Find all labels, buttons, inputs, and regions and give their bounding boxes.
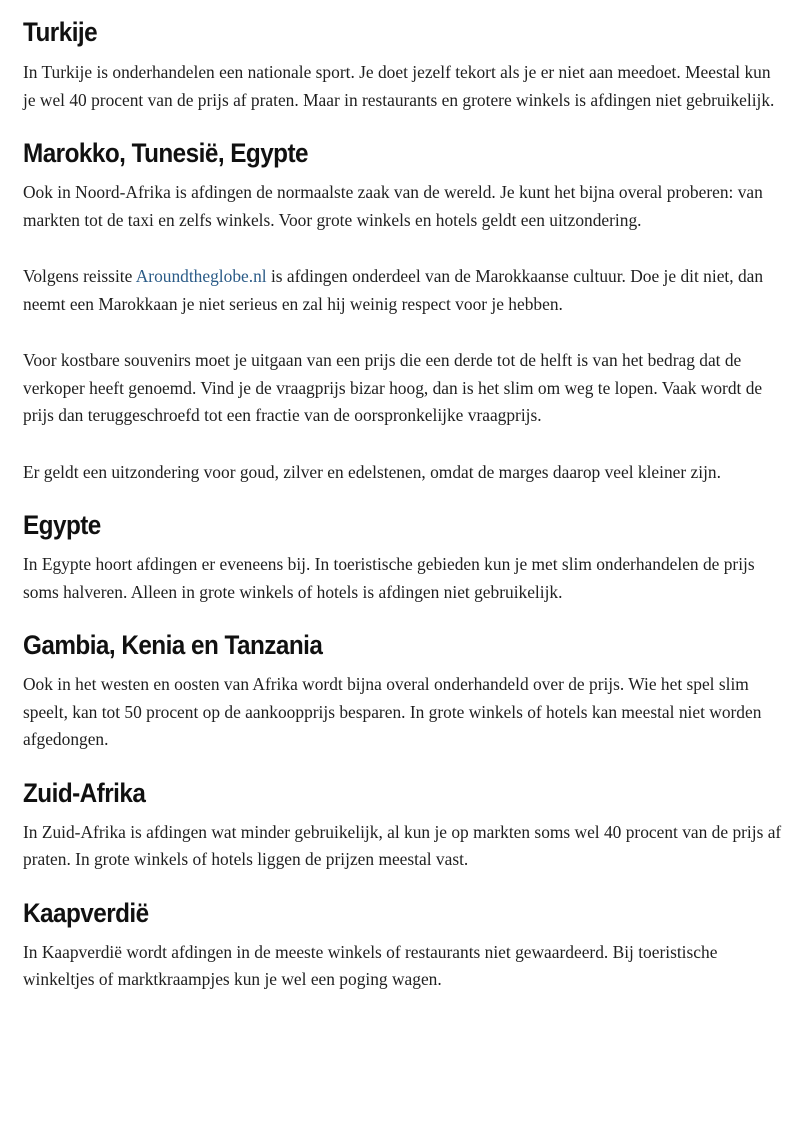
section-heading-kaapverdie: Kaapverdië xyxy=(23,897,149,928)
section-gambia-kenia-tanzania xyxy=(23,629,783,754)
paragraph-with-link xyxy=(23,263,783,318)
section-heading-turkije: Turkije xyxy=(23,17,98,47)
paragraph: Ook in Noord-Afrika is afdingen de normaalste zaak van de wereld. Je kunt het bijna overal proberen: van markten tot de taxi en zelfs winkels. Voor grote winkels en hotels geldt een uitzondering. xyxy=(23,182,763,230)
paragraph: In Kaapverdië wordt afdingen in de meeste winkels of restaurants niet gewaardeerd. Bij toeristische winkeltjes of marktkraampjes kun je wel een poging wagen. xyxy=(23,941,718,989)
paragraph: In Turkije is onderhandelen een nationale sport. Je doet jezelf tekort als je er niet aan meedoet. Meestal kun je wel 40 procent van de prijs af praten. Maar in restaurants en grotere winkels is afdingen niet gebruikelijk. xyxy=(23,62,775,110)
section-turkije xyxy=(23,16,783,114)
article-body xyxy=(23,0,783,994)
paragraph-text: is afdingen onderdeel van de Marokkaanse cultuur. Doe je dit niet, dan neemt een Marokkaan je niet serieus en zal hij weinig respect voor je hebben. xyxy=(23,266,764,314)
paragraph: In Egypte hoort afdingen er eveneens bij. In toeristische gebieden kun je met slim onderhandelen de prijs soms halveren. Alleen in grote winkels of hotels is afdingen niet gebruikelijk. xyxy=(23,554,755,602)
section-marokko-tunesie-egypte xyxy=(23,137,783,486)
paragraph: In Zuid-Afrika is afdingen wat minder gebruikelijk, al kun je op markten soms wel 40 procent van de prijs af praten. In grote winkels of hotels liggen de prijzen meestal vast. xyxy=(23,821,782,869)
section-heading-zuid-afrika: Zuid-Afrika xyxy=(23,777,146,808)
aroundtheglobe-link[interactable]: Aroundtheglobe.nl xyxy=(135,266,267,286)
section-egypte xyxy=(23,509,783,606)
paragraph-text: Volgens reissite xyxy=(23,266,136,286)
section-zuid-afrika xyxy=(23,777,783,874)
section-kaapverdie xyxy=(23,897,783,994)
paragraph: Voor kostbare souvenirs moet je uitgaan van een prijs die een derde tot de helft is van het bedrag dat de verkoper heeft genoemd. Vind je de vraagprijs bizar hoog, dan is het slim om weg te lopen. Vaak wordt de prijs dan teruggeschroefd tot een fractie van de oorspronkelijke vraagprijs. xyxy=(23,350,763,425)
section-heading-egypte: Egypte xyxy=(23,510,101,540)
section-heading-gambia: Gambia, Kenia en Tanzania xyxy=(23,630,323,660)
paragraph: Ook in het westen en oosten van Afrika wordt bijna overal onderhandeld over de prijs. Wie het spel slim speelt, kan tot 50 procent op de aankoopprijs besparen. In grote winkels of hotels kan meestal niet worden afgedongen. xyxy=(23,674,762,749)
paragraph: Er geldt een uitzondering voor goud, zilver en edelstenen, omdat de marges daarop veel kleiner zijn. xyxy=(23,461,721,482)
section-heading-marokko: Marokko, Tunesië, Egypte xyxy=(23,138,309,168)
